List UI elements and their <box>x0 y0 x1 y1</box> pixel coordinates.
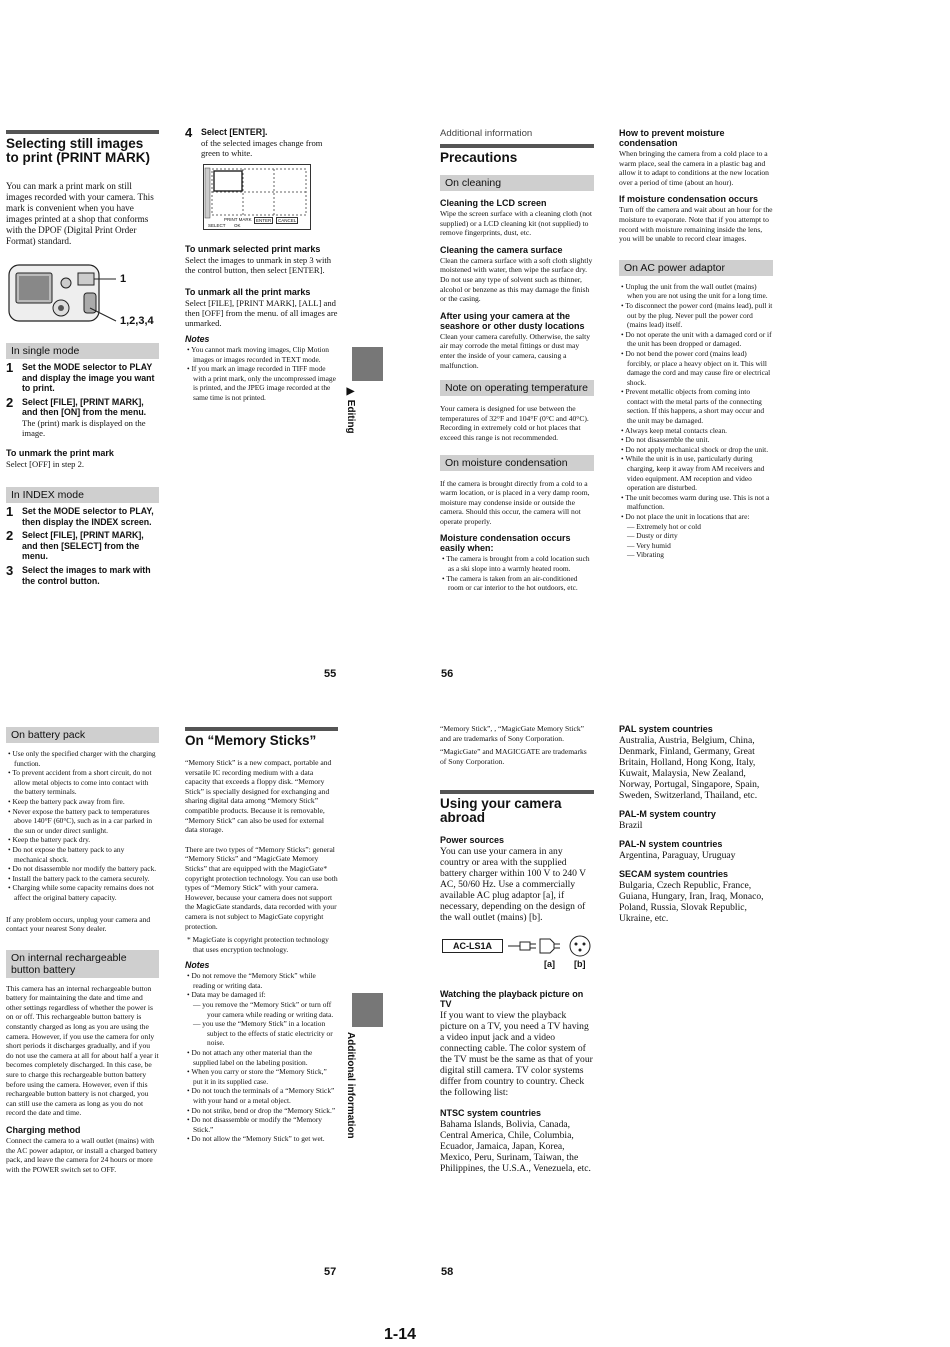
list-item: • Do not strike, bend or drop the “Memory Stick.” <box>187 1105 336 1115</box>
list-item: • Do not remove the “Memory Stick” while reading or writing data. <box>187 971 316 990</box>
additional-info-tab-block <box>352 993 383 1027</box>
list-item: • Do not attach any other material than the supplied label on the labeling position. <box>187 1048 313 1067</box>
ms-notes-list-a <box>185 971 338 1000</box>
pal-m-title: PAL-M system country <box>619 809 716 819</box>
p55-title: Selecting still images to print (PRINT MARK) <box>6 130 159 165</box>
screen-label-cancel: CANCEL <box>278 218 297 223</box>
list-item: — Extremely hot or cold <box>627 521 701 531</box>
callout-1: 1 <box>120 273 127 285</box>
index-mode-header: In INDEX mode <box>6 487 159 503</box>
editing-tab-block <box>352 347 383 381</box>
memory-stick-p1: “Memory Stick” is a new compact, portable and versatile IC recording medium with a data capacity that exceeds a floppy disk. “Memory Stick” is specially designed for exchanging and sharing digital data among “Memory Stick” compatible products. Because it is removable, “Memory Stick” can also be used for external data storage. <box>185 758 332 835</box>
lcd-text: Wipe the screen surface with a cleaning cloth (not supplied) or a LCD cleaning kit (not supplied) to remove fingerprints, dust, etc. <box>440 209 592 238</box>
unmark-all-title: To unmark all the print marks <box>185 287 311 297</box>
trademark-text-2: “MagicGate” and MAGICGATE are trademarks of Sony Corporation. <box>440 747 587 766</box>
adaptor-label: AC-LS1A <box>442 939 503 953</box>
temperature-text: Your camera is designed for use between the temperatures of 32°F and 104°F (0°C and 40°C). Recording in extremely cold or hot places that exceed this range is not recommended. <box>440 404 589 442</box>
pal-title: PAL system countries <box>619 724 713 734</box>
if-occurs-title: If moisture condensation occurs <box>619 194 759 205</box>
ms-notes-title: Notes <box>185 960 210 971</box>
list-item: • Prevent metallic objects from coming into contact with the metal parts of the connecting section. If this happens, a short may occur and the unit may be damaged. <box>621 387 765 426</box>
p56-title: Precautions <box>440 144 594 165</box>
cleaning-header: On cleaning <box>440 175 594 191</box>
pal-n-title: PAL-N system countries <box>619 839 723 849</box>
internal-battery-text: This camera has an internal rechargeable button battery for maintaining the date and time and other settings regardless of whether the power is on or off. This rechargeable button battery is constantly charged as long as you are using the camera. However, if you use the camera for only short periods it discharges gradually, and if you do not use the camera at all for about half a year it becomes completely discharged. In this case, be sure to charge this rechargeable button battery before using the camera. However, even if this rechargeable button battery is not charged, you can still use the camera as long as you do not record the date and time. <box>6 983 159 1118</box>
list-item: — Dusty or dirty <box>627 531 678 541</box>
secam-title: SECAM system countries <box>619 869 729 879</box>
screen-label-top: PRINT MARK <box>224 217 252 222</box>
page-number-57: 57 <box>324 1266 337 1278</box>
index-step-1: 1 Set the MODE selector to PLAY, then display the INDEX screen. <box>6 503 154 527</box>
power-sources-title: Power sources <box>440 835 505 846</box>
p56-left-column <box>440 128 594 593</box>
list-item: • If you mark an image recorded in TIFF mode with a print mark, only the uncompressed image is printed, and the JPEG image recorded at the same time is not printed. <box>187 364 336 402</box>
list-item: • To prevent accident from a short circuit, do not allow metal objects to come into contact with the battery terminals. <box>8 768 152 797</box>
list-item: • Do not expose the battery pack to any mechanical shock. <box>8 844 125 864</box>
secam-text: Bulgaria, Czech Republic, France, Guiana, Hungary, Iran, Iraq, Monaco, Poland, Russia, Slovak Republic, Ukraine, etc. <box>619 880 764 924</box>
p58-right-column <box>619 724 773 924</box>
moisture-occurs-list <box>440 554 594 592</box>
list-item: • Keep the battery pack dry. <box>8 835 91 845</box>
label-a: [a] <box>544 959 555 970</box>
p57-left-column <box>6 727 159 1174</box>
list-item: — you use the “Memory Stick” in a location subject to the effects of static electricity or noise. <box>193 1019 333 1048</box>
index-screen-illustration <box>203 164 311 230</box>
list-item: • Charging while some capacity remains does not affect the original battery capacity. <box>8 883 154 902</box>
list-item: • Do not disassemble nor modify the battery pack. <box>8 864 157 874</box>
single-step-2: 2 Select [FILE], [PRINT MARK], and then [ON] from the menu. <box>6 394 147 418</box>
internal-battery-header: On internal rechargeable button battery <box>6 950 159 978</box>
callout-1234: 1,2,3,4 <box>120 315 154 327</box>
step-4: 4 Select [ENTER]. <box>185 125 268 140</box>
list-item: • Use only the specified charger with the charging function. <box>8 749 156 768</box>
page-number-55: 55 <box>324 668 337 680</box>
ms-notes-list-b <box>185 1048 338 1144</box>
list-item: • The camera is brought from a cold location such as a ski slope into a warmly heated room. <box>442 554 590 574</box>
memory-stick-title: On “Memory Sticks” <box>185 727 338 748</box>
list-item: — you remove the “Memory Stick” or turn off your camera while reading or writing data. <box>193 1000 334 1019</box>
p55-left-column <box>6 130 159 586</box>
abroad-title: Using your camera abroad <box>440 790 594 825</box>
list-item: • Do not touch the terminals of a “Memory Stick” with your hand or a metal object. <box>187 1086 335 1105</box>
prevent-title: How to prevent moisture condensation <box>619 128 725 148</box>
p55-right-column <box>185 124 338 403</box>
list-item: • Data may be damaged if: <box>187 990 266 1000</box>
list-item: • The camera is taken from an air-conditioned room or car interior to the hot outdoors, etc. <box>442 573 578 593</box>
list-item: • Always keep metal contacts clean. <box>621 425 728 435</box>
index-mode-steps <box>6 503 159 586</box>
p56-right-column <box>619 128 773 560</box>
charging-text: Connect the camera to a wall outlet (mains) with the AC power adaptor, or install a charged battery pack, and leave the camera for 24 hours or more with the POWER switch set to OFF. <box>6 1136 158 1174</box>
list-item: • Do not operate the unit with a damaged cord or if the unit has been dropped or damaged. <box>621 329 772 349</box>
plug-adaptor-icon <box>508 933 594 959</box>
prevent-text: When bringing the camera from a cold place to a warm place, seal the camera in a plastic bag and allow it to adapt to conditions at the new location over a period of time (about an hour). <box>619 149 769 187</box>
lcd-title: Cleaning the LCD screen <box>440 198 547 208</box>
p55-intro: You can mark a print mark on still images recorded with your camera. This mark is convenient when you have images printed at a shop that conforms with the DPOF (Digital Print Order Format) standard. <box>6 181 154 246</box>
pal-text: Australia, Austria, Belgium, China, Denmark, Finland, Germany, Great Britain, Holland, Hong Kong, Italy, Kuwait, Malaysia, New Zealand, Norway, Portugal, Singapore, Spain, Sweden, Switzerland, Thailand, etc. <box>619 735 760 801</box>
list-item: • Do not disassemble or modify the “Memory Stick.” <box>187 1115 322 1134</box>
adaptor-diagram <box>440 933 594 973</box>
list-item: — Vibrating <box>627 550 664 560</box>
page-number-58: 58 <box>441 1266 454 1278</box>
index-step-3: 3 Select the images to mark with the control button. <box>6 562 151 586</box>
page-number-56: 56 <box>441 668 454 680</box>
trademark-text-1: “Memory Stick”, , “MagicGate Memory Stick” and are trademarks of Sony Corporation. <box>440 724 585 743</box>
ms-notes-dash-list <box>185 1000 338 1048</box>
tv-text: If you want to view the playback picture on a TV, you need a TV having a video input jack and a video connecting cable. The color system of the TV must be the same as that of your digital still camera. TV color systems differ from country to country. Check the following list: <box>440 1010 593 1099</box>
editing-tab-label: ▶ Editing <box>345 386 356 434</box>
list-item: • Do not apply mechanical shock or drop the unit. <box>621 444 769 454</box>
p55-notes-list <box>185 345 338 403</box>
p56-kicker: Additional information <box>440 128 533 139</box>
single-mode-steps <box>6 362 159 438</box>
moisture-occurs-title: Moisture condensation occurs easily when: <box>440 533 571 554</box>
ntsc-text: Bahama Islands, Bolivia, Canada, Central America, Chile, Columbia, Ecuador, Jamaica, Japan, Korea, Mexico, Peru, Surinam, Taiwan, the Philippines, the U.S.A., Venezuela, etc. <box>440 1119 591 1175</box>
list-item: • The unit becomes warm during use. This is not a malfunction. <box>621 492 770 512</box>
list-item: • Unplug the unit from the wall outlet (mains) when you are not using the unit for a long time. <box>621 281 768 301</box>
unmark-all-text: Select [FILE], [PRINT MARK], [ALL] and then [OFF] from the menu. of all images are unmarked. <box>185 298 338 328</box>
power-sources-text: You can use your camera in any country or area with the supplied battery charger within 100 V to 240 V AC, 50/60 Hz. Use a commercially available AC plug adaptor [a], if necessary, depending on the design of the wall outlet (mains) [b]. <box>440 846 586 924</box>
unmark-selected-title: To unmark selected print marks <box>185 244 321 254</box>
list-item: • You cannot mark moving images, Clip Motion images or images recorded in TEXT mode. <box>187 345 329 364</box>
battery-pack-list <box>6 749 159 903</box>
surface-title: Cleaning the camera surface <box>440 244 563 255</box>
p57-right-column <box>185 727 338 1144</box>
single-step-2-note: The (print) mark is displayed on the image. <box>22 417 146 438</box>
list-item: • When you carry or store the “Memory Stick,” put it in its supplied case. <box>187 1067 327 1086</box>
list-item: • Do not bend the power cord (mains lead) forcibly, or place a heavy object on it. This will damage the cord and may cause fire or electrical shock. <box>621 348 771 387</box>
surface-text: Clean the camera surface with a soft cloth slightly moistened with water, then wipe the surface dry. Do not use any type of solvent such as thinner, alcohol or benzene as this may damage the finish or the casing. <box>440 255 593 304</box>
index-step-2: 2 Select [FILE], [PRINT MARK], and then [SELECT] from the menu. <box>6 528 144 562</box>
list-item: • Keep the battery pack away from fire. <box>8 796 125 806</box>
pal-m-text: Brazil <box>619 820 643 831</box>
ac-adaptor-header: On AC power adaptor <box>619 260 773 276</box>
moisture-header: On moisture condensation <box>440 455 594 471</box>
p55-notes-title: Notes <box>185 334 210 344</box>
single-mode-header: In single mode <box>6 343 159 359</box>
memory-stick-p2: There are two types of “Memory Sticks”: general “Memory Sticks” and “MagicGate Memory Sticks” that are equipped with the MagicGate* copyright protection technology. You can use both types of “Memory Stick” with your camera. However, because your camera does not support the MagicGate standards, data recorded with your camera is not subject to MagicGate copyright protection. <box>185 844 338 931</box>
battery-pack-header: On battery pack <box>6 727 159 743</box>
battery-footer: If any problem occurs, unplug your camera and contact your nearest Sony dealer. <box>6 914 151 934</box>
ac-adaptor-list <box>619 282 773 522</box>
magicgate-footnote: * MagicGate is copyright protection technology that uses encryption technology. <box>187 935 329 954</box>
seashore-title: After using your camera at the seashore or other dusty locations <box>440 310 585 331</box>
unmark-text: Select [OFF] in step 2. <box>6 458 85 469</box>
single-step-1: 1 Set the MODE selector to PLAY and display the image you want to print. <box>6 360 155 394</box>
screen-label-ok: OK <box>234 223 241 228</box>
screen-label-select: SELECT <box>208 223 226 228</box>
additional-info-tab-label: Additional information <box>345 1032 356 1139</box>
list-item: • Do not place the unit in locations that are: <box>621 512 750 521</box>
p58-left-column <box>440 724 594 1174</box>
tv-title: Watching the playback picture on TV <box>440 989 584 1010</box>
list-item: • Install the battery pack to the camera securely. <box>8 873 150 883</box>
list-item: • Never expose the battery pack to temperatures above 140°F (60°C), such as in a car parked in the sun or under direct sunlight. <box>8 806 153 835</box>
sheet-page-number: 1-14 <box>384 1326 417 1343</box>
seashore-text: Clean your camera carefully. Otherwise, the salty air may corrode the metal fittings or dust may enter the inside of your camera, causing a malfunction. <box>440 331 591 370</box>
list-item: • To disconnect the power cord (mains lead), pull it out by the plug. Never pull the power cord (mains lead) itself. <box>621 300 773 330</box>
list-item: — Very humid <box>627 540 671 550</box>
list-item: • Do not allow the “Memory Stick” to get wet. <box>187 1134 325 1144</box>
unmark-selected-text: Select the images to unmark in step 3 with the control button, then select [ENTER]. <box>185 255 332 275</box>
list-item: • Do not disassemble the unit. <box>621 435 710 445</box>
unmark-title: To unmark the print mark <box>6 447 114 458</box>
moisture-text: If the camera is brought directly from a cold to a warm location, or is placed in a very damp room, moisture may condense inside or outside the camera. Should this occur, the camera will not operate properly. <box>440 478 590 526</box>
screen-label-enter: ENTER <box>256 218 272 223</box>
step-4-note: of the selected images change from green to white. <box>201 138 323 158</box>
list-item: • While the unit is in use, particularly during charging, keep it away from AM receivers and video equipment. AM reception and video operation are disturbed. <box>621 454 765 493</box>
ntsc-title: NTSC system countries <box>440 1108 542 1119</box>
temperature-header: Note on operating temperature <box>440 380 594 396</box>
if-occurs-text: Turn off the camera and wait about an hour for the moisture to evaporate. Note that if you attempt to record with moisture remaining inside the lens, you will be unable to record clear images. <box>619 205 773 244</box>
camera-illustration <box>6 253 159 333</box>
pal-n-text: Argentina, Paraguay, Uruguay <box>619 850 736 861</box>
ac-location-list <box>619 522 773 560</box>
label-b: [b] <box>574 959 586 970</box>
charging-title: Charging method <box>6 1125 81 1135</box>
